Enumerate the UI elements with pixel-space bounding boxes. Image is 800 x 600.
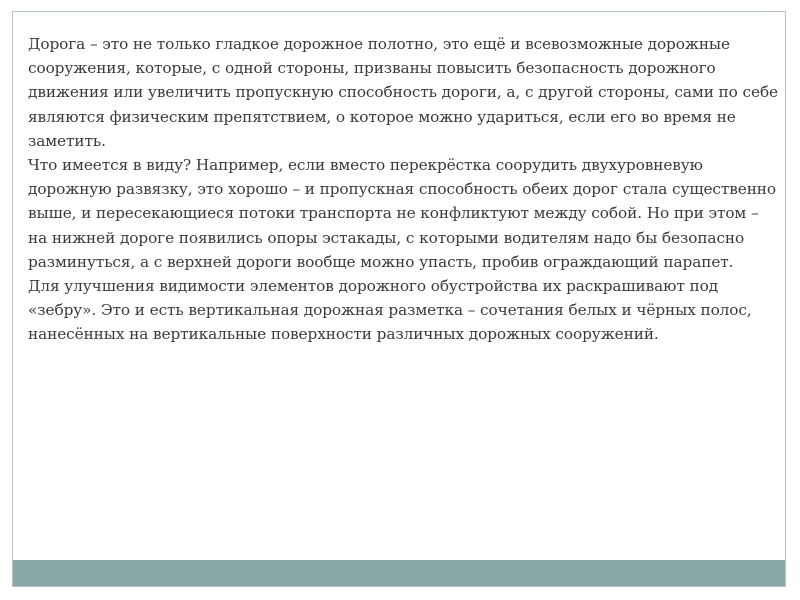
slide-footer-band	[13, 560, 785, 586]
paragraph-road-structures: Дорога – это не только гладкое дорожное полотно, это ещё и всевозможные дорожные сооружения, которые, с одной стороны, призваны повысить безопасность дорожного движения или увеличить пропускную способность дороги, а, с другой стороны, сами по себе являются физическим препятствием, о которое можно удариться, если его во время не заметить.	[28, 35, 779, 150]
paragraph-zebra-marking: Для улучшения видимости элементов дорожного обустройства их раскрашивают под «зебру». Это и есть вертикальная дорожная разметка – сочетания белых и чёрных полос, нанесённых на вертикальные поверхности различных дорожных сооружений.	[28, 277, 752, 344]
paragraph-interchange-example: Что имеется в виду? Например, если вместо перекрёстка соорудить двухуровневую дорожную развязку, это хорошо – и пропускная способность обеих дорог стала существенно выше, и пересекающиеся потоки транспорта не конфликтуют между собой. Но при этом – на нижней дороге появились опоры эстакады, с которыми водителям надо бы безопасно разминуться, а с верхней дороги вообще можно упасть, пробив ограждающий парапет.	[28, 156, 777, 271]
slide-body-text	[28, 32, 778, 347]
slide-frame	[12, 11, 786, 587]
